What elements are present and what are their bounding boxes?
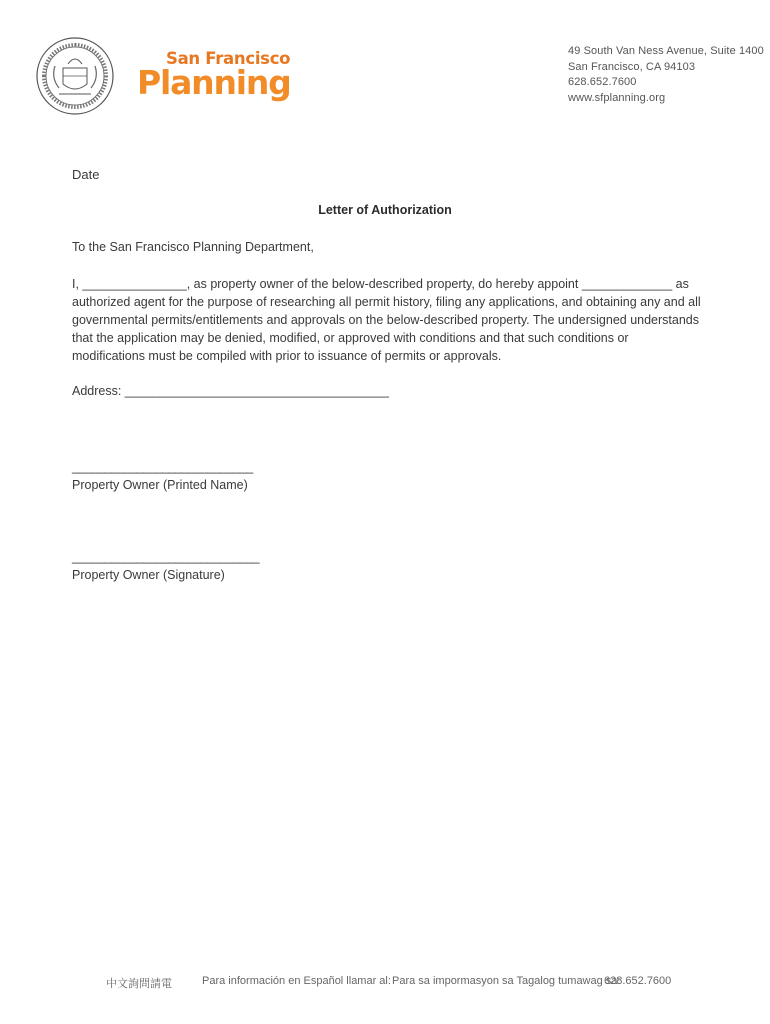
address-street: 49 South Van Ness Avenue, Suite 1400 <box>568 45 764 57</box>
address-field[interactable]: Address: ______________________________________ <box>72 384 389 398</box>
footer-chinese: 中文詢問請電 <box>106 978 172 990</box>
address-phone: 628.652.7600 <box>568 76 637 88</box>
sf-planning-logo <box>137 50 291 100</box>
footer-tagalog: Para sa impormasyon sa Tagalog tumawag sa: <box>392 975 621 987</box>
logo-top-text: San Francisco <box>166 49 291 68</box>
address-city: San Francisco, CA 94103 <box>568 60 696 73</box>
footer-spanish: Para información en Español llamar al: <box>202 975 391 987</box>
printed-name-label: Property Owner (Printed Name) <box>72 478 248 492</box>
signature-label: Property Owner (Signature) <box>72 568 225 582</box>
letter-title: Letter of Authorization <box>318 203 452 217</box>
printed-name-field[interactable]: ____________________________ <box>72 460 253 474</box>
address-website: www.sfplanning.org <box>568 91 666 104</box>
salutation: To the San Francisco Planning Department, <box>72 240 314 254</box>
signature-block <box>72 548 259 584</box>
office-address <box>568 44 764 106</box>
city-seal-logo <box>35 36 115 116</box>
printed-name-block <box>72 458 253 494</box>
date-label: Date <box>72 167 100 182</box>
letter-body: I, _______________, as property owner of the below-described property, do hereby appoint _____________ as authorized agent for the purpose of researching all permit history, filing any applications, and obtaining any and all governmental permits/entitlements and approvals on the below-described property. The undersigned understands that the application may be denied, modified, or approved with conditions and that such conditions or modifications must be compiled with prior to issuance of permits or approvals. <box>72 277 701 363</box>
signature-field[interactable]: _____________________________ <box>72 550 260 564</box>
footer-phone: 628.652.7600 <box>604 975 672 987</box>
logo-main-text: Planning <box>137 63 291 102</box>
